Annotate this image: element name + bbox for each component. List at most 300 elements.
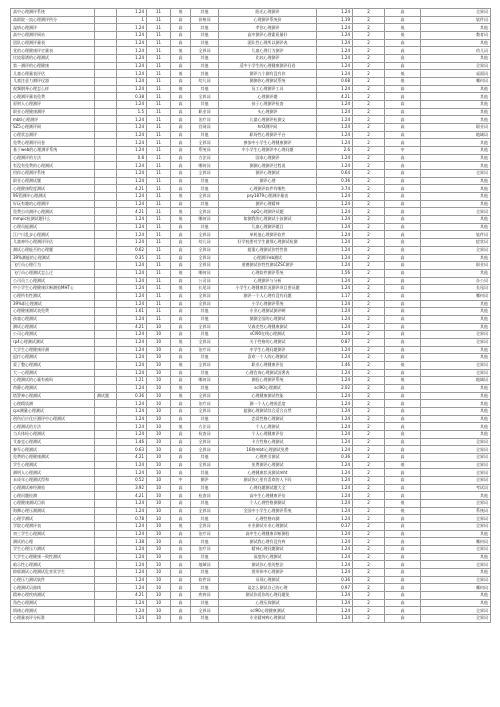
table-cell: 其他 [421, 185, 491, 193]
table-cell: 心理疾引测试 [219, 453, 317, 461]
table-row [11, 338, 491, 346]
table-cell: 1.24 [317, 331, 353, 339]
table-cell: 10 [147, 407, 171, 415]
table-cell: 个人心理性格测测试 [219, 500, 317, 508]
table-cell: 高 [171, 170, 191, 178]
table-cell: 2 [353, 193, 385, 201]
table-row [11, 200, 491, 208]
table-cell: 高 [385, 492, 421, 500]
table-cell: 其他 [421, 139, 491, 147]
table-cell: 中小学生心理测评中心理问题 [219, 147, 317, 155]
table-cell: 全界词 [421, 369, 491, 377]
table-cell: 10 [147, 392, 171, 400]
table-cell: 抑郁测试心理测试危害状学生 [11, 569, 95, 577]
table-cell [95, 569, 117, 577]
table-cell: 测评心理精神 [219, 200, 317, 208]
table-cell: 全界词 [421, 607, 491, 615]
table-cell: 高中心理测评系统 [11, 9, 95, 17]
table-cell: 高 [171, 124, 191, 132]
table-cell: 其他 [421, 223, 491, 231]
table-cell: 其他 [421, 24, 491, 32]
table-cell: 1.24 [317, 400, 353, 408]
table-cell: 1.24 [317, 246, 353, 254]
table-cell: 2 [353, 453, 385, 461]
table-cell: 低 [171, 361, 191, 369]
table-row [11, 453, 491, 461]
table-cell: 11 [147, 246, 171, 254]
table-cell: 专业测试专业心理测试 [219, 523, 317, 531]
table-cell: 高 [171, 615, 191, 623]
table-cell: 2 [353, 124, 385, 132]
table-cell: 高 [385, 93, 421, 101]
table-cell: 全界词 [421, 576, 491, 584]
table-cell [95, 500, 117, 508]
table-row [11, 154, 491, 162]
table-cell: 心理测评软件有哪些 [219, 185, 317, 193]
table-cell: 2 [353, 32, 385, 40]
table-cell: 11 [147, 16, 171, 24]
table-cell: 1.24 [317, 101, 353, 109]
table-cell: 11 [147, 116, 171, 124]
table-cell: 职业词 [191, 108, 219, 116]
table-cell [95, 476, 117, 484]
table-cell: 11 [147, 216, 171, 224]
table-cell: 10 [147, 331, 171, 339]
table-cell: 2 [353, 377, 385, 385]
table-cell: 2 [353, 254, 385, 262]
table-cell: 全界词 [191, 523, 219, 531]
table-cell [95, 124, 117, 132]
table-cell: 高 [385, 469, 421, 477]
table-cell: 2 [353, 507, 385, 515]
table-cell: 低 [171, 392, 191, 400]
table-cell: 2 [353, 461, 385, 469]
table-row [11, 16, 491, 24]
table-cell: 暗示性心理测试 [11, 561, 95, 569]
table-cell: 高 [385, 453, 421, 461]
table-cell: 其他 [191, 569, 219, 577]
table-cell: 其他 [421, 423, 491, 431]
table-cell: 2 [353, 576, 385, 584]
table-cell: 其他 [421, 315, 491, 323]
table-cell: 心理所有性测试 [11, 292, 95, 300]
table-row [11, 515, 491, 523]
table-cell: 10 [147, 338, 171, 346]
table-row [11, 315, 491, 323]
table-row [11, 24, 491, 32]
table-cell: 0.87 [317, 338, 353, 346]
table-cell: 比较靠谱的心理测试 [11, 55, 95, 63]
table-cell: 其他 [421, 254, 491, 262]
table-cell [95, 469, 117, 477]
table-cell: mmpic检测试题什么 [11, 216, 95, 224]
table-row [11, 461, 491, 469]
table-cell: 2 [353, 308, 385, 316]
table-cell: 心理学测试 [11, 515, 95, 523]
table-row [11, 415, 491, 423]
table-cell: 2 [353, 185, 385, 193]
table-cell: 高 [385, 216, 421, 224]
table-cell: 测一个人心理困恶度 [219, 400, 317, 408]
table-cell: 其他 [421, 193, 491, 201]
table-cell: 1.24 [117, 55, 147, 63]
table-cell [95, 300, 117, 308]
table-cell: 2 [353, 170, 385, 178]
table-cell: 哪何词 [191, 377, 219, 385]
table-cell: 1.24 [317, 561, 353, 569]
table-cell: 1.46 [117, 438, 147, 446]
table-cell: 全界词 [421, 500, 491, 508]
table-cell [95, 607, 117, 615]
table-cell: 2 [353, 430, 385, 438]
table-cell: 1.24 [117, 285, 147, 293]
table-cell: 11 [147, 200, 171, 208]
table-cell: 恋爱性格心理测试 [219, 415, 317, 423]
table-row [11, 208, 491, 216]
table-cell: 11 [147, 101, 171, 109]
table-cell: 1.24 [317, 615, 353, 623]
table-cell: 测试心理能否的心理题 [11, 246, 95, 254]
table-cell: 低 [385, 24, 421, 32]
table-cell: 1.24 [117, 85, 147, 93]
table-cell: 其他 [191, 469, 219, 477]
table-cell: 其他 [421, 216, 491, 224]
table-cell: 测验心理测评系统 [219, 377, 317, 385]
table-cell: 10 [147, 469, 171, 477]
table-cell [95, 377, 117, 385]
table-cell [95, 361, 117, 369]
table-row [11, 599, 491, 607]
table-cell: 高 [385, 569, 421, 577]
table-cell [95, 354, 117, 362]
table-row [11, 384, 491, 392]
table-cell: 1.24 [117, 346, 147, 354]
table-cell: 高 [385, 285, 421, 293]
table-cell: 10 [147, 438, 171, 446]
table-cell: 其他 [421, 430, 491, 438]
table-cell: 心理测评与分析 [219, 277, 317, 285]
table-cell: 职业词 [421, 124, 491, 132]
table-cell: 全界词 [421, 208, 491, 216]
table-cell: 全界词 [421, 469, 491, 477]
table-cell: 高 [171, 469, 191, 477]
table-cell: 高 [385, 484, 421, 492]
table-cell: 中学生心理问题测评 [219, 346, 317, 354]
table-row [11, 32, 491, 40]
table-cell: 高 [385, 16, 421, 24]
table-cell: 参军心理测试 [11, 446, 95, 454]
table-cell: 1.24 [317, 446, 353, 454]
table-cell: 11 [147, 139, 171, 147]
table-cell: 精神心理疾病测试 [11, 592, 95, 600]
table-cell: 1.24 [117, 315, 147, 323]
table-cell: 超测心理测试综合适合自然 [219, 407, 317, 415]
table-cell: 其他 [421, 55, 491, 63]
table-cell: 高中生心理健康评估 [219, 492, 317, 500]
table-cell: 2 [353, 93, 385, 101]
table-row [11, 93, 491, 101]
table-row [11, 101, 491, 109]
table-cell: 1.24 [317, 392, 353, 400]
table-cell: 高 [171, 131, 191, 139]
table-cell: 其他 [191, 131, 219, 139]
table-row [11, 55, 491, 63]
table-cell: 2 [353, 70, 385, 78]
table-cell: 0.36 [317, 576, 353, 584]
table-cell [95, 32, 117, 40]
table-cell: 低 [171, 216, 191, 224]
table-cell: 1.24 [117, 384, 147, 392]
table-cell: 塔罗神心理测试 [11, 392, 95, 400]
table-cell [95, 446, 117, 454]
table-cell: 低 [385, 361, 421, 369]
table-cell: 2 [353, 9, 385, 17]
table-cell: 孝你心理测评 [219, 24, 317, 32]
table-cell: 1.24 [117, 400, 147, 408]
table-cell: 全界词 [191, 170, 219, 178]
table-cell: 高 [385, 193, 421, 201]
table-row [11, 223, 491, 231]
table-cell [95, 177, 117, 185]
table-cell: 11 [147, 193, 171, 201]
table-cell: 低 [385, 507, 421, 515]
table-cell: 返疗心理测试 [11, 354, 95, 362]
table-cell: 其他 [191, 354, 219, 362]
table-cell: 1.46 [317, 361, 353, 369]
table-cell: 高职院一流心理测评所分 [11, 16, 95, 24]
table-cell: 2 [353, 515, 385, 523]
table-cell: 高 [171, 553, 191, 561]
table-cell: 1.24 [117, 407, 147, 415]
table-cell: 11 [147, 239, 171, 247]
table-cell: 11 [147, 277, 171, 285]
table-cell: 10 [147, 515, 171, 523]
table-cell: 其他 [191, 315, 219, 323]
table-cell: 其他 [421, 392, 491, 400]
table-cell: 高 [171, 16, 191, 24]
table-cell: 全界词 [421, 446, 491, 454]
table-cell: 高 [385, 607, 421, 615]
table-cell [95, 254, 117, 262]
table-cell: 1.24 [317, 469, 353, 477]
table-cell: 0.97 [317, 584, 353, 592]
table-row [11, 492, 491, 500]
table-cell: 心理性格向测 [219, 515, 317, 523]
table-cell: 其他 [421, 39, 491, 47]
table-cell: 2 [353, 553, 385, 561]
table-cell: 10 [147, 553, 171, 561]
table-cell: 系统词 [191, 147, 219, 155]
table-cell: 其他 [421, 346, 491, 354]
table-cell: 1.24 [317, 124, 353, 132]
table-cell: 10 [147, 323, 171, 331]
table-cell: 39%职心理测试 [11, 300, 95, 308]
table-cell [95, 39, 117, 47]
table-cell: 4.21 [317, 93, 353, 101]
table-cell: 1.24 [317, 569, 353, 577]
table-row [11, 78, 491, 86]
table-cell: 高 [385, 62, 421, 70]
table-cell: 全界词 [191, 446, 219, 454]
table-cell: 测测心理测评过程说 [219, 162, 317, 170]
table-cell [95, 338, 117, 346]
table-cell: 儿童注意力测评仪器 [11, 78, 95, 86]
table-cell: 职业心理健康评估 [219, 361, 317, 369]
table-cell: 10 [147, 354, 171, 362]
table-cell: 2.6 [317, 147, 353, 155]
table-cell: 高 [385, 300, 421, 308]
table-cell: 11 [147, 223, 171, 231]
table-cell: 心理问题测试题大全 [219, 484, 317, 492]
table-cell [95, 346, 117, 354]
table-cell: 2 [353, 423, 385, 431]
table-cell [95, 55, 117, 63]
table-cell: 10 [147, 400, 171, 408]
table-cell: 低 [171, 338, 191, 346]
table-cell: 其他 [421, 269, 491, 277]
table-cell: 1.61 [117, 308, 147, 316]
table-cell: 1.24 [317, 70, 353, 78]
table-cell: 心理测试的心量有被吗 [11, 377, 95, 385]
table-cell: 2 [353, 369, 385, 377]
table-cell: 适中小学生的心理健康测评问卷 [219, 62, 317, 70]
table-cell [95, 576, 117, 584]
table-cell: 1.38 [117, 538, 147, 546]
table-cell [95, 262, 117, 270]
table-row [11, 9, 491, 17]
table-cell: 谈怎么测试自己的心理 [219, 584, 317, 592]
table-cell [95, 62, 117, 70]
table-cell: 1.24 [117, 39, 147, 47]
table-cell: 11 [147, 269, 171, 277]
table-cell: 高 [385, 338, 421, 346]
table-cell: 高 [385, 446, 421, 454]
table-cell: 高中心理测评网站 [11, 32, 95, 40]
table-cell: 其他 [191, 415, 219, 423]
table-cell: 喜欢一个人的心理测试 [219, 354, 317, 362]
table-cell: 11 [147, 39, 171, 47]
table-cell: 高 [385, 154, 421, 162]
table-cell: 0.62 [117, 246, 147, 254]
table-cell: 0.38 [117, 93, 147, 101]
table-row [11, 308, 491, 316]
table-cell: 其他 [191, 62, 219, 70]
table-cell: 2 [353, 131, 385, 139]
table-cell: 儿童心理测评检测义 [219, 116, 317, 124]
table-cell: 其他 [421, 592, 491, 600]
table-cell: 测试心理测试 [11, 323, 95, 331]
table-cell: 10 [147, 576, 171, 584]
table-cell: 2 [353, 154, 385, 162]
table-cell: 2 [353, 400, 385, 408]
table-cell: 海狮心理压测测试 [11, 507, 95, 515]
table-cell: 10 [147, 538, 171, 546]
table-cell: 11 [147, 85, 171, 93]
table-row [11, 62, 491, 70]
table-cell: 1.24 [317, 9, 353, 17]
table-cell: 心理测试贝曲线 [11, 584, 95, 592]
table-cell: 2 [353, 162, 385, 170]
table-cell: 10 [147, 592, 171, 600]
table-cell: 1.24 [117, 239, 147, 247]
table-row [11, 592, 491, 600]
table-cell: 4.21 [117, 185, 147, 193]
table-cell: 高 [171, 116, 191, 124]
table-cell: 心理量表评分标准 [11, 615, 95, 623]
table-cell: 2 [353, 24, 385, 32]
table-cell: 其他 [191, 32, 219, 40]
table-cell: 10 [147, 361, 171, 369]
table-cell: 1.24 [117, 300, 147, 308]
table-cell: 10 [147, 607, 171, 615]
table-cell: 全界词 [191, 461, 219, 469]
table-cell: 2 [353, 223, 385, 231]
table-cell: 其他 [421, 147, 491, 155]
table-cell: 1.24 [317, 599, 353, 607]
table-cell: 高 [171, 292, 191, 300]
table-row [11, 407, 491, 415]
table-row [11, 131, 491, 139]
table-cell: 其他 [421, 354, 491, 362]
table-cell: 全国中小学生心理测评系统 [219, 507, 317, 515]
table-cell: 0.36 [117, 392, 147, 400]
table-cell: 全界词 [421, 561, 491, 569]
table-cell: 1.5 [117, 108, 147, 116]
table-cell: 心理状态测评 [11, 131, 95, 139]
table-cell [95, 438, 117, 446]
table-cell: 全界词 [421, 615, 491, 623]
table-cell: 3.92 [117, 484, 147, 492]
table-cell: 其他 [421, 407, 491, 415]
table-cell: 高 [385, 538, 421, 546]
table-cell: 哪何词 [421, 292, 491, 300]
table-cell: 2 [353, 62, 385, 70]
table-cell: 2 [353, 476, 385, 484]
table-cell: 高 [385, 116, 421, 124]
table-cell [95, 400, 117, 408]
table-cell: 测试我心理有没有病 [219, 538, 317, 546]
table-cell: 1.24 [317, 47, 353, 55]
table-cell: 高 [385, 139, 421, 147]
table-cell: mbti心理测评 [11, 116, 95, 124]
table-row [11, 354, 491, 362]
table-cell: 1.24 [117, 361, 147, 369]
table-row [11, 361, 491, 369]
table-row [11, 523, 491, 531]
table-cell: 2 [353, 384, 385, 392]
table-cell: 心理测评eb测试 [219, 254, 317, 262]
table-row [11, 185, 491, 193]
table-cell: 全界词 [191, 208, 219, 216]
table-cell: 1.24 [317, 530, 353, 538]
table-cell: 全界词 [421, 246, 491, 254]
table-row [11, 47, 491, 55]
table-cell: 儿童心理行为测评 [219, 47, 317, 55]
table-cell: 高 [171, 223, 191, 231]
table-cell: 1.24 [117, 262, 147, 270]
table-cell: 其他 [191, 101, 219, 109]
table-cell [95, 530, 117, 538]
table-cell: 2 [353, 561, 385, 569]
table-cell: 9S管测评心理测试 [11, 193, 95, 201]
table-cell: 心理精质测 [11, 400, 95, 408]
table-cell: 1.17 [317, 292, 353, 300]
table-cell: 1.24 [317, 131, 353, 139]
table-cell: 其他 [191, 584, 219, 592]
table-cell: 高 [385, 523, 421, 531]
table-cell: 高 [171, 147, 191, 155]
table-cell: 2 [353, 530, 385, 538]
